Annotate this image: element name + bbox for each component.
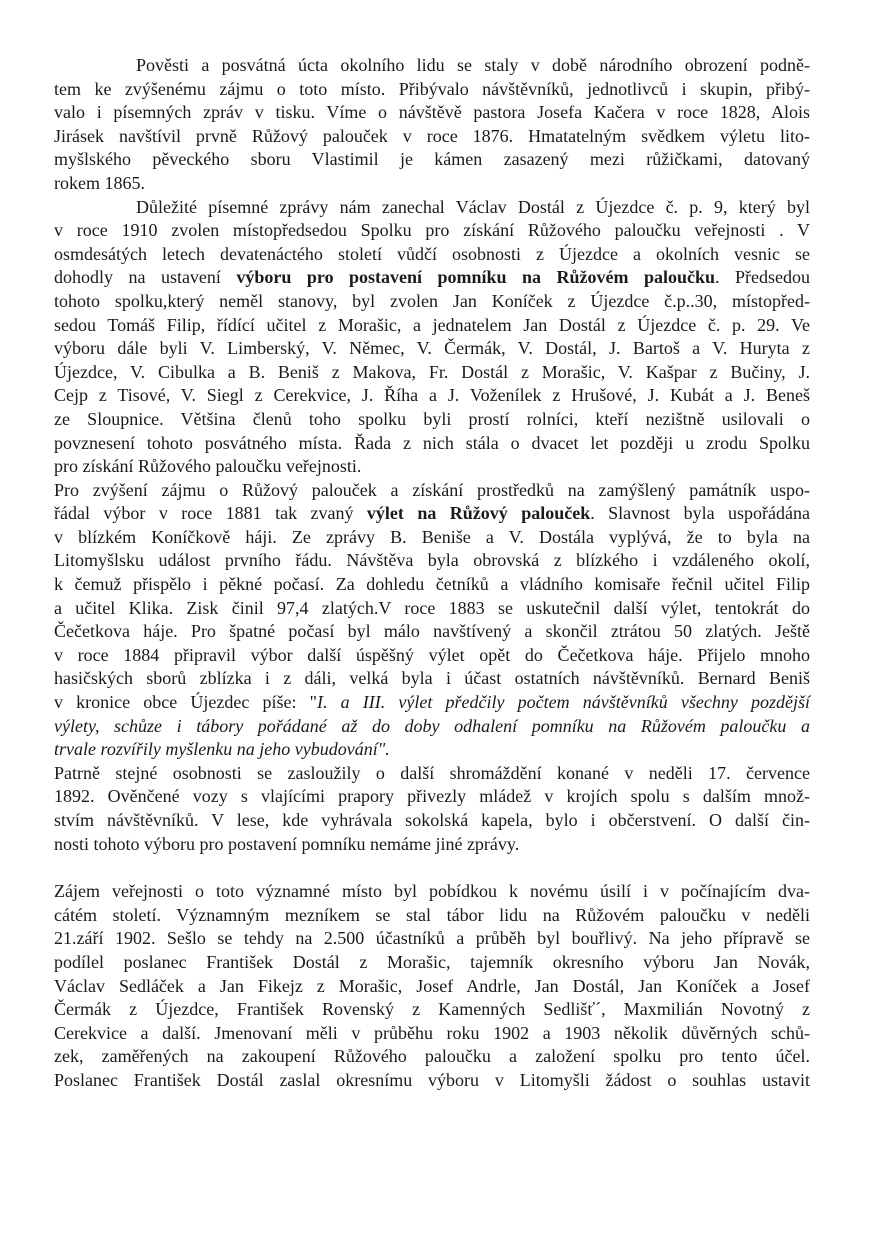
text-line: Patrně stejné osobnosti se zasloužily o další shromáždění konané v neděli 17. července	[54, 762, 810, 783]
text-line: pro získání Růžového paloučku veřejnosti.	[54, 456, 362, 477]
text-line: tohoto spolku,který neměl stanovy, byl zvolen Jan Koníček z Újezdce č.p..30, místopřed-	[54, 290, 810, 311]
italic-quote: I. a III. výlet předčily počtem návštěvníků všechny pozdější	[317, 692, 810, 713]
paragraph-5	[54, 880, 810, 1092]
text-line: povznesení tohoto posvátného místa. Řada z nich stála o dvacet let později u zrodu Spolku	[54, 432, 810, 453]
paragraph-1	[54, 54, 810, 196]
text-line: stvím návštěvníků. V lese, kde vyhrávala sokolská kapela, bylo i občerstvení. O další čin-	[54, 810, 810, 830]
text-line: cátém století. Významným mezníkem se stal tábor lidu na Růžovém paloučku v neděli	[54, 904, 810, 925]
text-line: Důležité písemné zprávy nám zanechal Václav Dostál z Újezdce č. p. 9, který byl	[136, 196, 810, 217]
text-run: . Slavnost byla uspořádána	[590, 503, 810, 524]
text-line	[54, 502, 810, 526]
text-line: výboru dále byli V. Limberský, V. Němec, V. Čermák, V. Dostál, J. Bartoš a V. Huryta z	[54, 338, 810, 359]
document-page	[54, 54, 810, 1093]
text-line: Pověsti a posvátná úcta okolního lidu se staly v době národního obrození podně-	[136, 55, 810, 75]
text-run: v kronice obce Újezdec píše: "	[54, 692, 317, 713]
paragraph-gap	[54, 856, 810, 880]
text-line: myšlského pěveckého sboru Vlastimil je kámen zasazený mezi růžičkami, datovaný	[54, 149, 810, 170]
text-run: řádal výbor v roce 1881 tak zvaný	[54, 503, 367, 524]
text-line	[54, 715, 810, 739]
text-line: Cerekvice a další. Jmenovaní měli v průběhu roku 1902 a 1903 několik důvěrných schů-	[54, 1022, 810, 1043]
text-line: Poslanec František Dostál zaslal okresnímu výboru v Litomyšli žádost o souhlas ustavit	[54, 1069, 810, 1090]
text-line	[54, 266, 810, 290]
text-line: podílel poslanec František Dostál z Morašic, tajemník okresního výboru Jan Novák,	[54, 951, 810, 972]
text-run: dohodly na ustavení	[54, 267, 237, 288]
text-line: Václav Sedláček a Jan Fikejz z Morašic, Josef Andrle, Jan Dostál, Jan Koníček a Josef	[54, 975, 810, 996]
text-line: k čemuž přispělo i pěkné počasí. Za dohledu četníků a vládního komisaře řečnil učitel Filip	[54, 574, 810, 595]
text-line: Litomyšlsku událost prvního řádu. Návštěva byla obrovská z blízkého i vzdáleného okolí,	[54, 550, 810, 571]
italic-quote: trvale rozvířily myšlenku na jeho vybudování".	[54, 739, 390, 760]
text-line: v roce 1884 připravil výbor další úspěšný výlet opět do Čečetkova háje. Přijelo mnoho	[54, 644, 810, 665]
text-line: hasičských sborů zblízka i z dáli, velká byla i účast ostatních návštěvníků. Bernard Beniš	[54, 668, 810, 689]
paragraph-2	[54, 196, 810, 479]
bold-phrase: výboru pro postavení pomníku na Růžovém paloučku	[236, 267, 716, 288]
text-line: v roce 1910 zvolen místopředsedou Spolku pro získání Růžového paloučku veřejnosti . V	[54, 220, 810, 241]
text-line: tem ke zvýšenému zájmu o toto místo. Přibývalo návštěvníků, jednotlivců i skupin, přibý-	[54, 78, 810, 99]
text-line: 1892. Ověnčené vozy s vlajícími prapory přivezly mládež v krojích spolu s dalším množ-	[54, 786, 810, 807]
text-line: v blízkém Koníčkově háji. Ze zprávy B. Beniše a V. Dostála vyplývá, že to byla na	[54, 526, 810, 547]
paragraph-4	[54, 762, 810, 856]
text-line: Pro zvýšení zájmu o Růžový palouček a získání prostředků na zamýšlený památník uspo-	[54, 479, 810, 500]
text-run: . Předsedou	[715, 267, 810, 288]
text-line: nosti tohoto výboru pro postavení pomníku nemáme jiné zprávy.	[54, 833, 520, 854]
text-line	[54, 738, 810, 762]
italic-quote: výlety, schůze i tábory pořádané až do doby odhalení pomníku na Růžovém paloučku a	[54, 715, 810, 736]
text-line: Újezdce, V. Cibulka a B. Beniš z Makova, Fr. Dostál z Morašic, V. Kašpar z Bučiny, J.	[54, 361, 810, 382]
text-line: Čermák z Újezdce, František Rovenský z Kamenných Sedlišť´, Maxmilián Novotný z	[54, 999, 810, 1020]
text-line: osmdesátých letech devatenáctého století vůdčí osobnosti z Újezdce a okolních vesnic se	[54, 243, 810, 264]
text-line: rokem 1865.	[54, 172, 145, 193]
text-line: sedou Tomáš Filip, řídící učitel z Morašic, a jednatelem Jan Dostál z Újezdce č. p. 29. Ve	[54, 314, 810, 335]
text-line: Čečetkova háje. Pro špatné počasí byl málo navštívený a skončil ztrátou 50 zlatých. Ještě	[54, 621, 810, 642]
text-line: valo i písemných zpráv v tisku. Víme o návštěvě pastora Josefa Kačera v roce 1828, Alois	[54, 102, 810, 123]
text-line: a učitel Klika. Zisk činil 97,4 zlatých.V roce 1883 se uskutečnil další výlet, tentokrát do	[54, 597, 810, 618]
bold-phrase: výlet na Růžový palouček	[366, 503, 591, 524]
text-line: Jirásek navštívil prvně Růžový palouček v roce 1876. Hmatatelným svědkem výletu lito-	[54, 125, 810, 146]
text-line: zek, zaměřených na zakoupení Růžového paloučku a založení spolku pro tento účel.	[54, 1046, 810, 1067]
text-line: Cejp z Tisové, V. Siegl z Cerekvice, J. Říha a J. Voženílek z Hrušové, J. Kubát a J. Beneš	[54, 385, 810, 406]
text-line	[54, 691, 810, 715]
text-line: Zájem veřejnosti o toto významné místo byl pobídkou k novému úsilí i v počínajícím dva-	[54, 881, 810, 902]
text-line: 21.září 1902. Sešlo se tehdy na 2.500 účastníků a průběh byl bouřlivý. Na jeho přípravě se	[54, 928, 810, 949]
paragraph-3	[54, 479, 810, 762]
text-line: ze Sloupnice. Většina členů toho spolku byli prostí rolníci, kteří nezištně usilovali o	[54, 408, 810, 429]
